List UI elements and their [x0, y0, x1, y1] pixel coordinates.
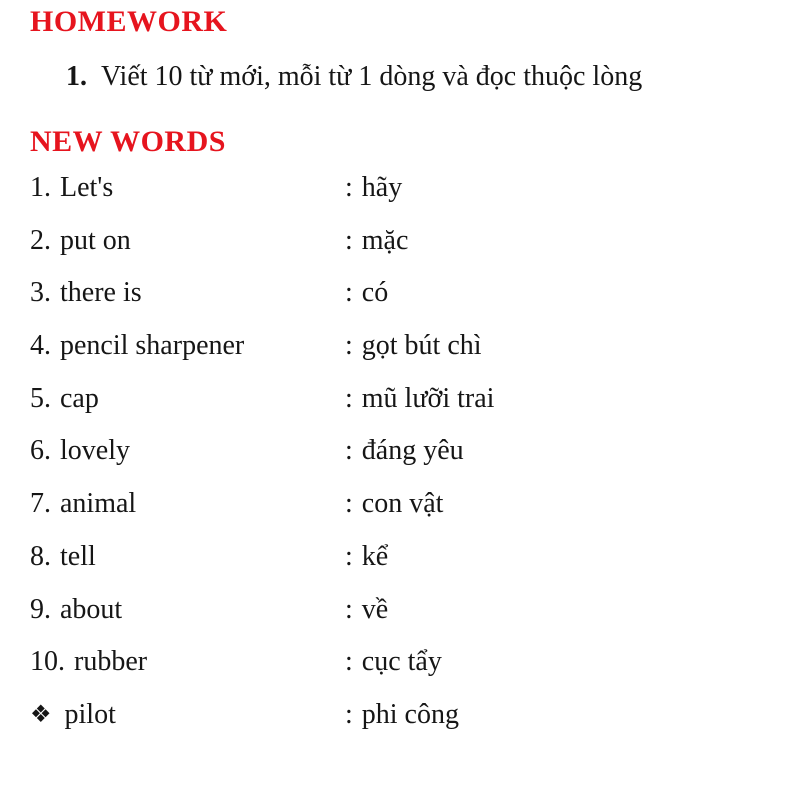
- colon-separator: :: [345, 646, 353, 678]
- item-marker: 7.: [30, 488, 51, 520]
- term-cell: [30, 699, 345, 731]
- translation-cell: [345, 646, 442, 678]
- item-marker: 1.: [30, 172, 51, 203]
- translation-cell: [345, 488, 443, 520]
- colon-separator: :: [345, 698, 353, 730]
- vietnamese-translation: gọt bút chì: [361, 330, 482, 362]
- term-cell: [30, 277, 345, 309]
- english-word: lovely: [60, 435, 130, 467]
- instruction-line: [66, 60, 809, 93]
- vietnamese-translation: hãy: [361, 172, 403, 203]
- item-marker: 4.: [30, 330, 51, 362]
- colon-separator: :: [345, 488, 353, 520]
- vietnamese-translation: phi công: [361, 698, 459, 730]
- colon-separator: :: [345, 224, 353, 256]
- vietnamese-translation: con vật: [361, 488, 444, 520]
- item-marker: 8.: [30, 540, 51, 572]
- term-cell: [30, 172, 345, 204]
- vietnamese-translation: về: [361, 593, 389, 625]
- vocab-row: [30, 277, 809, 330]
- vocab-row: [30, 699, 809, 752]
- item-marker: 2.: [30, 224, 51, 256]
- term-cell: [30, 225, 345, 257]
- vietnamese-translation: cục tẩy: [361, 646, 442, 678]
- colon-separator: :: [345, 382, 353, 414]
- english-word: about: [60, 593, 123, 625]
- translation-cell: [345, 330, 482, 362]
- english-word: Let's: [60, 172, 114, 203]
- translation-cell: [345, 699, 459, 731]
- term-cell: [30, 383, 345, 415]
- vietnamese-translation: mũ lưỡi trai: [361, 382, 495, 414]
- translation-cell: [345, 172, 402, 204]
- vocab-row: [30, 646, 809, 699]
- translation-cell: [345, 594, 388, 626]
- vietnamese-translation: có: [361, 277, 389, 309]
- translation-cell: [345, 541, 388, 573]
- vocab-row: [30, 383, 809, 436]
- term-cell: [30, 330, 345, 362]
- colon-separator: :: [345, 172, 353, 203]
- vocab-row: [30, 488, 809, 541]
- item-marker: 3.: [30, 277, 51, 309]
- vocab-row: [30, 330, 809, 383]
- vocab-row: [30, 594, 809, 647]
- colon-separator: :: [345, 277, 353, 309]
- colon-separator: :: [345, 435, 353, 467]
- vocab-row: [30, 225, 809, 278]
- term-cell: [30, 646, 345, 678]
- instruction-number: 1.: [66, 61, 87, 92]
- vocab-row: [30, 541, 809, 594]
- english-word: rubber: [74, 646, 148, 678]
- colon-separator: :: [345, 593, 353, 625]
- vietnamese-translation: kể: [361, 540, 389, 572]
- vocab-list: [30, 172, 809, 752]
- english-word: animal: [60, 488, 137, 520]
- translation-cell: [345, 435, 464, 467]
- translation-cell: [345, 277, 388, 309]
- item-marker: 10.: [30, 646, 65, 678]
- diamond-bullet-icon: ❖: [30, 701, 52, 728]
- new-words-heading: NEW WORDS: [30, 125, 226, 158]
- vocab-row: [30, 172, 809, 225]
- english-word: pilot: [64, 698, 116, 730]
- term-cell: [30, 488, 345, 520]
- vocab-row: [30, 435, 809, 488]
- term-cell: [30, 541, 345, 573]
- item-marker: 6.: [30, 435, 51, 467]
- term-cell: [30, 594, 345, 626]
- instruction-text: Viết 10 từ mới, mỗi từ 1 dòng và đọc thuộc lòng: [101, 61, 643, 92]
- english-word: pencil sharpener: [60, 330, 245, 362]
- colon-separator: :: [345, 330, 353, 362]
- translation-cell: [345, 225, 408, 257]
- vietnamese-translation: đáng yêu: [361, 435, 464, 467]
- item-marker: 5.: [30, 382, 51, 414]
- term-cell: [30, 435, 345, 467]
- item-marker: 9.: [30, 593, 51, 625]
- vietnamese-translation: mặc: [361, 224, 409, 256]
- english-word: tell: [60, 540, 96, 572]
- english-word: cap: [60, 382, 99, 414]
- english-word: there is: [60, 277, 142, 309]
- translation-cell: [345, 383, 494, 415]
- homework-heading: HOMEWORK: [30, 5, 228, 38]
- english-word: put on: [60, 224, 131, 256]
- colon-separator: :: [345, 540, 353, 572]
